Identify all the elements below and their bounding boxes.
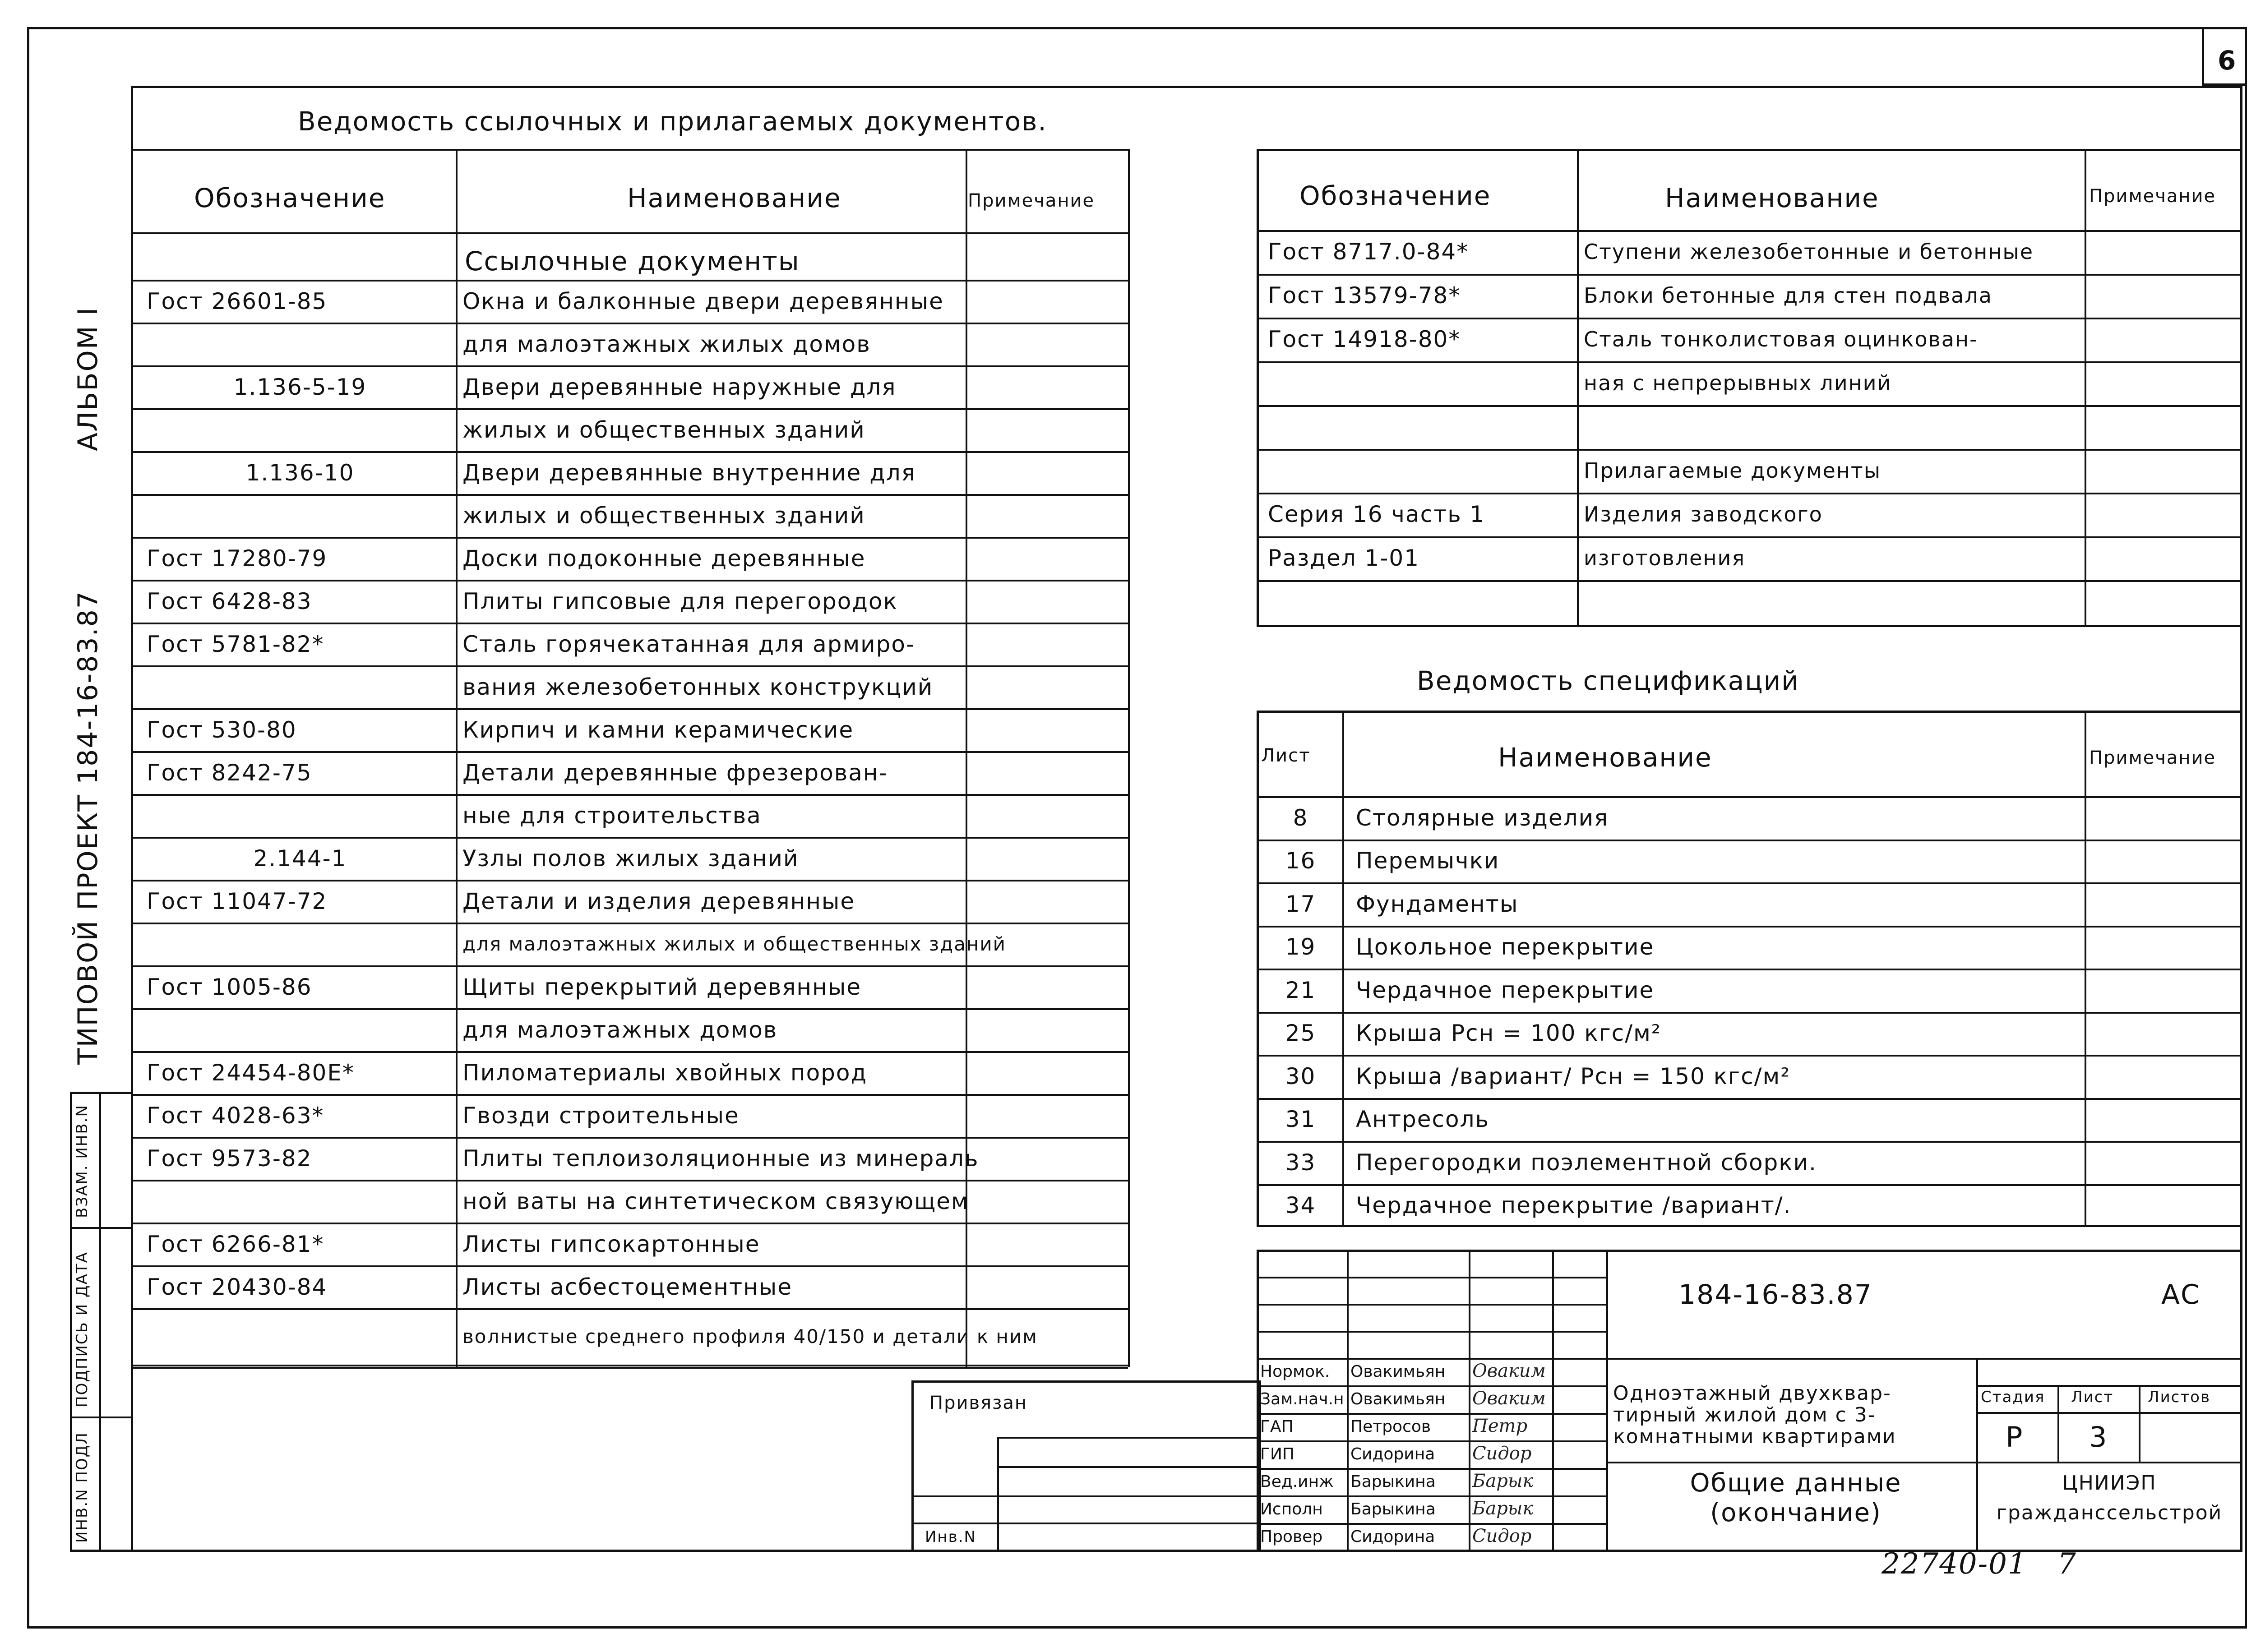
row-name: Перемычки [1356, 848, 1500, 874]
stamp-mark: АС [2161, 1279, 2201, 1311]
row-name: для малоэтажных домов [462, 1016, 778, 1043]
row-name: Цокольное перекрытие [1356, 934, 1655, 960]
people-signature: Барык [1472, 1498, 1534, 1519]
table-row [131, 451, 1128, 494]
row-name: Кирпич и камни керамические [462, 716, 854, 743]
row-code [147, 408, 453, 451]
row-code [1268, 361, 1575, 404]
row-name [1584, 405, 2085, 448]
people-name: Барыкина [1350, 1472, 1436, 1491]
row-name [1584, 580, 2085, 623]
row-code: Раздел 1-01 [1268, 545, 1420, 571]
row-name: Плиты теплоизоляционные из минераль [462, 1145, 979, 1172]
row-code: Гост 4028-63* [147, 1102, 324, 1129]
row-sheet: 16 [1285, 848, 1316, 874]
row-name: Блоки бетонные для стен подвала [1584, 283, 1992, 308]
row-name: ной ваты на синтетическом связующем [462, 1188, 969, 1214]
table-row [131, 965, 1128, 1008]
row-name: Изделия заводского [1584, 502, 1823, 526]
row-code: 1.136-10 [245, 459, 355, 486]
table-row [1259, 449, 2240, 492]
table-row [131, 1094, 1128, 1137]
table-row [131, 1137, 1128, 1180]
row-name: Двери деревянные внутренние для [462, 459, 916, 486]
row-name: Антресоль [1356, 1106, 1490, 1132]
row-name: ные для строительства [462, 802, 762, 829]
row-name: для малоэтажных жилых домов [462, 331, 871, 357]
people-name: Овакимьян [1350, 1362, 1446, 1381]
left-header-name: Наименование [627, 183, 841, 213]
table-row [1259, 1098, 2240, 1141]
people-signature: Петр [1472, 1416, 1528, 1436]
people-signature: Сидор [1472, 1443, 1532, 1464]
sheet-label: Лист [2071, 1388, 2114, 1406]
table-row [131, 365, 1128, 408]
sheet-value: 3 [2089, 1421, 2108, 1454]
people-name: Сидорина [1350, 1445, 1435, 1463]
row-sheet: 21 [1285, 977, 1316, 1003]
table-row [1259, 274, 2240, 317]
row-name: Гвозди строительные [462, 1102, 740, 1129]
org-name: ЦНИИЭП гражданссельстрой [1996, 1472, 2223, 1524]
people-role: Вед.инж [1260, 1472, 1334, 1491]
table-row [131, 880, 1128, 923]
table-row [1259, 536, 2240, 579]
table-row [131, 837, 1128, 880]
people-role: Зам.нач.н [1260, 1390, 1344, 1408]
table-row [1259, 796, 2240, 839]
row-name: Фундаменты [1356, 891, 1519, 917]
row-name: Доски подоконные деревянные [462, 545, 866, 572]
row-code: 1.136-5-19 [233, 374, 367, 400]
people-role: ГАП [1260, 1417, 1294, 1436]
row-code: Гост 5781-82* [147, 631, 324, 657]
people-name: Овакимьян [1350, 1390, 1446, 1408]
spec-header-sheet: Лист [1261, 745, 1311, 766]
people-role: ГИП [1260, 1445, 1294, 1463]
row-sheet: 25 [1285, 1020, 1316, 1046]
row-name: Листы асбестоцементные [462, 1274, 793, 1300]
table-row [131, 665, 1128, 708]
row-name: волнистые среднего профиля 40/150 и детали к ним [462, 1325, 1038, 1347]
spec-table-title: Ведомость спецификаций [1417, 665, 1799, 696]
table-row [131, 323, 1128, 365]
table-row [131, 708, 1128, 751]
right-header-name: Наименование [1665, 183, 1879, 213]
row-code: Гост 26601-85 [147, 288, 328, 314]
row-name: Детали и изделия деревянные [462, 888, 855, 914]
row-sheet: 19 [1285, 934, 1316, 960]
row-code: Гост 11047-72 [147, 888, 328, 914]
row-code: Гост 1005-86 [147, 974, 312, 1000]
spec-header-note: Примечание [2089, 748, 2216, 768]
archive-number: 22740-01 [1882, 1547, 2027, 1581]
people-name: Барыкина [1350, 1500, 1436, 1518]
row-code [147, 323, 453, 365]
side-stamp-vzam: ВЗАМ. ИНВ.N [73, 1104, 91, 1218]
table-row [1259, 969, 2240, 1011]
row-code [147, 794, 453, 837]
people-signature: Оваким [1472, 1361, 1546, 1381]
people-row [1257, 1440, 1606, 1468]
table-row [131, 1008, 1128, 1051]
row-code [1268, 580, 1575, 623]
table-row [131, 1180, 1128, 1223]
table-row [131, 1308, 1128, 1365]
row-code [147, 1180, 453, 1223]
row-name: Прилагаемые документы [1584, 458, 1882, 483]
inv-no-label: Инв.N [925, 1528, 976, 1546]
table-row [1259, 230, 2240, 273]
left-header-code: Обозначение [194, 183, 386, 213]
people-signature: Сидор [1472, 1526, 1532, 1546]
row-name: Окна и балконные двери деревянные [462, 288, 944, 314]
people-role: Нормок. [1260, 1362, 1330, 1381]
right-header-note: Примечание [2089, 186, 2216, 207]
table-row [1259, 493, 2240, 535]
row-sheet: 30 [1285, 1063, 1316, 1089]
row-name: Щиты перекрытий деревянные [462, 974, 862, 1000]
people-signature: Барык [1472, 1471, 1534, 1491]
row-name: Листы гипсокартонные [462, 1231, 760, 1257]
row-name: Столярные изделия [1356, 804, 1609, 831]
side-stamp-inv: ИНВ.N ПОДЛ [73, 1432, 91, 1543]
people-name: Петросов [1350, 1417, 1431, 1436]
table-row [131, 494, 1128, 537]
row-name: Плиты гипсовые для перегородок [462, 588, 898, 614]
table-row [1259, 580, 2240, 623]
row-code: Гост 8242-75 [147, 759, 312, 786]
row-name: Ступени железобетонные и бетонные [1584, 239, 2034, 264]
people-row [1257, 1523, 1606, 1550]
row-name: жилых и общественных зданий [462, 502, 865, 529]
privyazan-label: Привязан [929, 1393, 1028, 1413]
table-row [1259, 882, 2240, 925]
table-row [131, 280, 1128, 323]
row-code [147, 1008, 453, 1051]
row-sheet: 31 [1285, 1106, 1316, 1132]
people-signature: Оваким [1472, 1388, 1546, 1409]
table-row [131, 1051, 1128, 1094]
row-name: Чердачное перекрытие /вариант/. [1356, 1192, 1792, 1218]
row-code [147, 665, 453, 708]
table-row [131, 537, 1128, 580]
people-row [1257, 1358, 1606, 1385]
sheets-label: Листов [2148, 1388, 2211, 1406]
row-code [147, 494, 453, 537]
row-code: Гост 20430-84 [147, 1274, 328, 1300]
people-row [1257, 1413, 1606, 1440]
spec-header-name: Наименование [1498, 742, 1712, 773]
row-name: Чердачное перекрытие [1356, 977, 1655, 1003]
side-stamp-sign: ПОДПИСЬ И ДАТА [73, 1251, 91, 1407]
people-name: Сидорина [1350, 1527, 1435, 1546]
row-code: Гост 6428-83 [147, 588, 312, 614]
left-header-note: Примечание [968, 190, 1095, 211]
people-row [1257, 1468, 1606, 1495]
row-name: Двери деревянные наружные для [462, 374, 897, 400]
row-code [147, 1308, 453, 1365]
stage-value: Р [2006, 1421, 2024, 1454]
table-row [131, 408, 1128, 451]
row-sheet: 8 [1293, 804, 1308, 831]
row-name: Детали деревянные фрезерован- [462, 759, 888, 786]
row-name: Сталь тонколистовая оцинкован- [1584, 327, 1978, 351]
row-code: Гост 8717.0-84* [1268, 238, 1469, 265]
sheet-title: Общие данные (окончание) [1690, 1468, 1902, 1527]
table-row [131, 794, 1128, 837]
row-code: Гост 14918-80* [1268, 326, 1461, 352]
row-name: жилых и общественных зданий [462, 416, 865, 443]
left-table-title: Ведомость ссылочных и прилагаемых документов. [298, 106, 1047, 137]
table-row [131, 1265, 1128, 1308]
table-row [131, 580, 1128, 623]
table-row [131, 751, 1128, 794]
table-row [1259, 405, 2240, 448]
table-row [1259, 361, 2240, 404]
row-code: Гост 9573-82 [147, 1145, 312, 1172]
people-row [1257, 1385, 1606, 1413]
row-sheet: 33 [1285, 1149, 1316, 1176]
row-code: Гост 13579-78* [1268, 282, 1461, 309]
table-row [1259, 1055, 2240, 1098]
table-row [131, 623, 1128, 665]
row-name: Перегородки поэлементной сборки. [1356, 1149, 1817, 1176]
left-section-title: Ссылочные документы [465, 246, 800, 277]
table-row [131, 923, 1128, 965]
table-row [1259, 1012, 2240, 1055]
row-name: вания железобетонных конструкций [462, 674, 934, 700]
table-row [1259, 318, 2240, 360]
object-title: Одноэтажный двухквар-тирный жилой дом с 3-комнатными квартирами [1613, 1382, 1896, 1448]
people-role: Провер [1260, 1527, 1323, 1546]
row-name: Узлы полов жилых зданий [462, 845, 799, 872]
table-row [131, 1223, 1128, 1265]
row-code: Серия 16 часть 1 [1268, 501, 1485, 527]
right-header-code: Обозначение [1299, 180, 1491, 211]
row-code [1268, 405, 1575, 448]
row-code: Гост 17280-79 [147, 545, 328, 572]
people-role: Исполн [1260, 1500, 1323, 1518]
row-name: Крыша /вариант/ Pсн = 150 кгс/м² [1356, 1063, 1791, 1089]
row-name: ная с непрерывных линий [1584, 370, 1892, 395]
row-code: 2.144-1 [253, 845, 347, 872]
row-sheet: 17 [1285, 891, 1316, 917]
row-sheet: 34 [1285, 1192, 1316, 1218]
table-row [1259, 1141, 2240, 1184]
row-name: Сталь горячекатанная для армиро- [462, 631, 915, 657]
album-label: АЛЬБОМ I [72, 306, 104, 451]
page-number: 6 [2218, 45, 2237, 76]
row-code [1268, 449, 1575, 492]
people-row [1257, 1495, 1606, 1523]
row-name: изготовления [1584, 545, 1746, 570]
row-code: Гост 530-80 [147, 716, 297, 743]
row-code: Гост 24454-80Е* [147, 1059, 355, 1086]
row-name: Пиломатериалы хвойных пород [462, 1059, 868, 1086]
row-code: Гост 6266-81* [147, 1231, 324, 1257]
archive-page: 7 [2057, 1547, 2077, 1581]
row-name: Крыша Pсн = 100 кгс/м² [1356, 1020, 1661, 1046]
row-code [147, 923, 453, 965]
stamp-project-code: 184-16-83.87 [1678, 1279, 1872, 1311]
row-name: для малоэтажных жилых и общественных зданий [462, 932, 1006, 955]
table-row [1259, 840, 2240, 882]
table-row [1259, 1184, 2240, 1227]
stage-label: Стадия [1981, 1388, 2045, 1406]
project-side-label: ТИПОВОЙ ПРОЕКТ 184-16-83.87 [72, 591, 104, 1065]
table-row [1259, 926, 2240, 969]
